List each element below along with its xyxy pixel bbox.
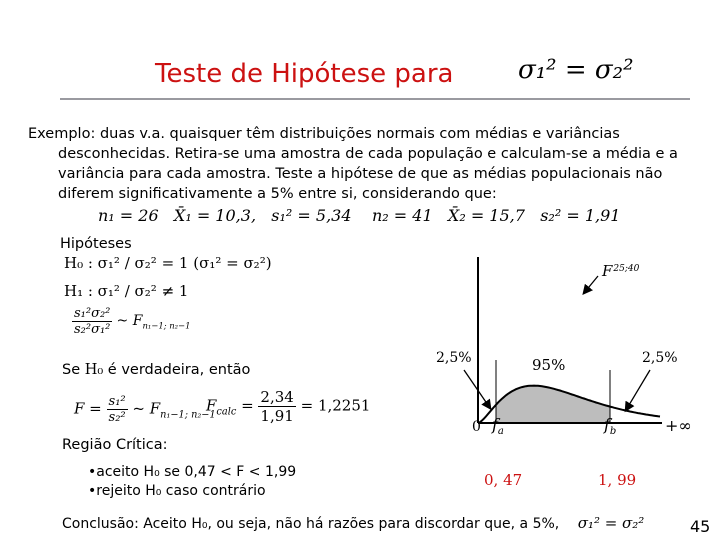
title-divider [60, 98, 690, 100]
f-distribution-diagram [420, 255, 720, 490]
sample1-data: n₁ = 26 X̄₁ = 10,3, s₁² = 5,34 [98, 206, 352, 225]
fcalc-den: 1,91 [260, 407, 294, 425]
conclusion-formula: σ₁² = σ₂² [577, 514, 645, 532]
fa-value: 0, 47 [484, 471, 523, 489]
title-formula: σ₁² = σ₂² [518, 55, 634, 85]
conclusion-text: Conclusão: Aceito H₀, ou seja, não há razões para discordar que, a 5%, [62, 516, 560, 532]
curve-label: $F^{25;40}$ [602, 262, 640, 280]
fa-label: $f_a$ [492, 415, 504, 437]
fb-value: 1, 99 [598, 471, 637, 489]
if-true-label [62, 362, 250, 378]
fcalc-result: = 1,2251 [300, 396, 371, 415]
test-statistic [72, 306, 191, 337]
sample1-mean: X̄₁ = 10,3 [173, 206, 251, 225]
if-true-pre: Se [62, 362, 85, 378]
sample1-n: n₁ = 26 [98, 206, 159, 225]
sample2-data [372, 206, 620, 225]
critical-region-list [88, 463, 296, 501]
f-calculated [206, 388, 370, 425]
statistic-denominator: s₂²σ₁² [74, 322, 111, 337]
statistic-fraction [72, 306, 112, 337]
if-true-h0: H₀ [84, 362, 104, 378]
fcalc-lhs: F [206, 396, 217, 415]
critical-region-heading: Região Crítica: [62, 437, 168, 453]
f-lhs: F = [74, 399, 102, 418]
page-number: 45 [690, 517, 711, 536]
statistic-df: n₁−1; n₂−1 [142, 320, 191, 331]
sample2-n: n₂ = 41 [372, 206, 433, 225]
conclusion [62, 514, 644, 532]
curve-label-arrow [584, 276, 598, 293]
fcalc-eq: = [241, 396, 254, 415]
f-dist-df: n₁−1; n₂−1 [160, 409, 216, 421]
statistic-distribution: ~ F [116, 313, 143, 329]
sample2-mean: X̄₂ = 15,7 [447, 206, 525, 225]
f-fraction-den: s₂² [108, 410, 126, 425]
fcalc-sub: calc [216, 406, 237, 418]
right-tail-arrow [626, 370, 650, 410]
h1-statement: H₁ : σ₁² / σ₂² ≠ 1 [64, 282, 189, 300]
if-true-post: é verdadeira, então [103, 362, 251, 378]
left-tail-label: 2,5% [436, 350, 472, 366]
intro-block [28, 124, 698, 204]
accept-rule: •aceito H₀ se 0,47 < F < 1,99 [88, 464, 297, 480]
statistic-numerator: s₁²σ₂² [74, 306, 111, 321]
fb-label: $f_b$ [604, 415, 617, 437]
f-fraction-num: s₁² [108, 394, 126, 409]
infinity-label: +∞ [665, 416, 692, 435]
fcalc-num: 2,34 [260, 388, 294, 406]
f-fraction [107, 394, 128, 425]
sample2-variance: s₂² = 1,91 [540, 206, 621, 225]
f-definition [74, 394, 216, 425]
zero-label: 0 [472, 419, 481, 435]
reject-rule: •rejeito H₀ caso contrário [88, 483, 266, 499]
center-label: 95% [532, 356, 566, 374]
right-tail-label: 2,5% [642, 350, 678, 366]
f-dist: ~ F [132, 399, 161, 418]
sample1-variance: s₁² = 5,34 [271, 206, 352, 225]
intro-paragraph: Exemplo: duas v.a. quaisquer têm distribuições normais com médias e variâncias desconhecidas. Retira-se uma amostra de cada população e calculam-se a média e a variância para cada amostra. Teste a hipótese de que as médias populacionais não diferem significativamente a 5% entre si, considerando que: [28, 126, 678, 202]
hypotheses-heading: Hipóteses [60, 236, 132, 252]
title-text: Teste de Hipótese para [155, 59, 454, 89]
fcalc-fraction [258, 388, 295, 425]
h0-statement: H₀ : σ₁² / σ₂² = 1 (σ₁² = σ₂²) [64, 254, 272, 272]
slide-title [0, 55, 720, 95]
